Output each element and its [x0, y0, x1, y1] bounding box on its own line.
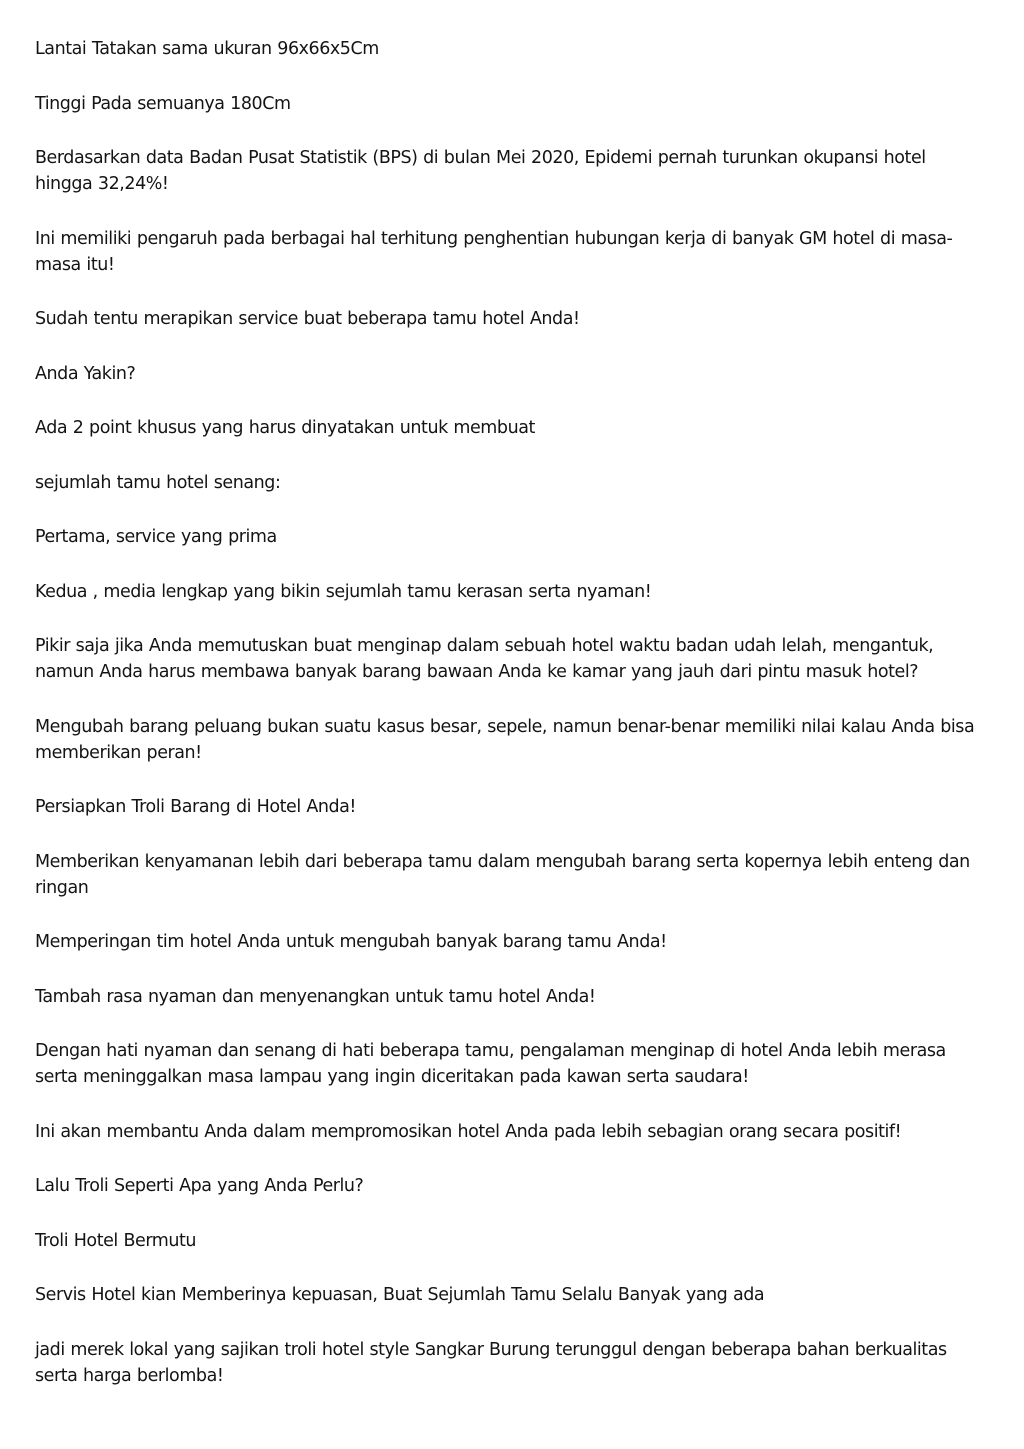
paragraph: jadi merek lokal yang sajikan troli hotel style Sangkar Burung terunggul dengan beberapa bahan berkualitas serta harga berlomba! [35, 1339, 947, 1386]
paragraph: Dengan hati nyaman dan senang di hati beberapa tamu, pengalaman menginap di hotel Anda lebih merasa serta meninggalkan masa lampau yang ingin diceritakan pada kawan serta saudara! [35, 1041, 946, 1087]
paragraph: Servis Hotel kian Memberinya kepuasan, Buat Sejumlah Tamu Selalu Banyak yang ada [35, 1285, 765, 1305]
paragraph: Pertama, service yang prima [35, 527, 277, 547]
paragraph: Sudah tentu merapikan service buat beberapa tamu hotel Anda! [35, 309, 580, 329]
paragraph: Lalu Troli Seperti Apa yang Anda Perlu? [35, 1176, 364, 1196]
paragraph: Anda Yakin? [35, 363, 136, 384]
paragraph: Ini memiliki pengaruh pada berbagai hal terhitung penghentian hubungan kerja di banyak GM hotel di masa-masa itu! [35, 228, 953, 275]
paragraph: sejumlah tamu hotel senang: [35, 472, 281, 493]
paragraph: Memberikan kenyamanan lebih dari beberapa tamu dalam mengubah barang serta kopernya lebih enteng dan ringan [35, 851, 970, 898]
paragraph: Lantai Tatakan sama ukuran 96x66x5Cm [35, 39, 379, 59]
document-page [35, 36, 985, 1417]
paragraph: Memperingan tim hotel Anda untuk mengubah banyak barang tamu Anda! [35, 932, 667, 952]
paragraph: Persiapkan Troli Barang di Hotel Anda! [35, 797, 357, 817]
paragraph: Berdasarkan data Badan Pusat Statistik (BPS) di bulan Mei 2020, Epidemi pernah turunkan okupansi hotel hingga 32,24%! [35, 148, 926, 194]
paragraph: Ada 2 point khusus yang harus dinyatakan untuk membuat [35, 418, 535, 438]
paragraph: Mengubah barang peluang bukan suatu kasus besar, sepele, namun benar-benar memiliki nilai kalau Anda bisa memberikan peran! [35, 716, 975, 763]
paragraph: Kedua , media lengkap yang bikin sejumlah tamu kerasan serta nyaman! [35, 581, 652, 602]
paragraph: Pikir saja jika Anda memutuskan buat menginap dalam sebuah hotel waktu badan udah lelah, mengantuk, namun Anda harus membawa banyak barang bawaan Anda ke kamar yang jauh dari pintu masuk hotel? [35, 636, 934, 682]
paragraph: Troli Hotel Bermutu [35, 1230, 197, 1251]
paragraph: Tambah rasa nyaman dan menyenangkan untuk tamu hotel Anda! [35, 986, 596, 1007]
paragraph: Tinggi Pada semuanya 180Cm [35, 93, 291, 114]
paragraph: Ini akan membantu Anda dalam mempromosikan hotel Anda pada lebih sebagian orang secara positif! [35, 1121, 902, 1142]
